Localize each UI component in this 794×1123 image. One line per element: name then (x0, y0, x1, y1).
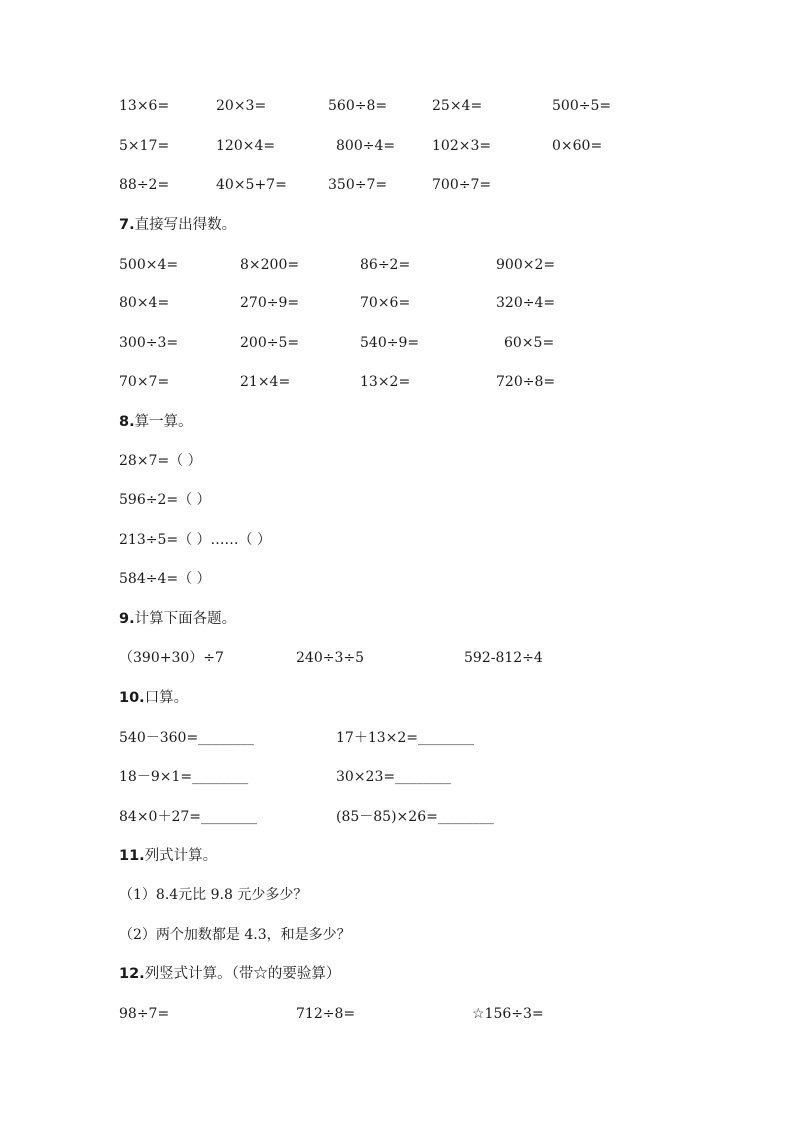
problem-s7-r1-1: 500×4= (119, 257, 179, 273)
section-12-heading: 12.列竖式计算。（带☆的要验算） (119, 966, 341, 982)
problem-s6-r2-4: 102×3= (432, 138, 492, 154)
problem-s10-r1-2: 17＋13×2=________ (336, 730, 474, 746)
problem-s10-r2-2: 30×23=________ (336, 769, 452, 785)
problem-s7-r2-1: 80×4= (119, 295, 170, 311)
problem-s7-r1-3: 86÷2= (360, 257, 411, 273)
problem-s7-r4-2: 21×4= (240, 374, 291, 390)
section-7-heading: 7.直接写出得数。 (119, 217, 237, 233)
section-10-heading: 10.口算。 (119, 690, 189, 706)
problem-s8-1: 28×7=（ ） (119, 453, 202, 469)
problem-s11-2: （2）两个加数都是 4.3，和是多少？ (119, 927, 351, 943)
problem-s7-r4-4: 720÷8= (496, 374, 556, 390)
problem-s9-3: 592-812÷4 (464, 650, 543, 666)
problem-s8-2: 596÷2=（ ） (119, 492, 211, 508)
section-9-heading: 9.计算下面各题。 (119, 611, 237, 627)
problem-s10-r3-2: (85－85)×26=________ (336, 809, 494, 825)
problem-s6-r2-2: 120×4= (216, 138, 276, 154)
problem-s10-r3-1: 84×0＋27=________ (119, 809, 257, 825)
problem-s12-3: ☆156÷3= (472, 1006, 544, 1022)
problem-s7-r3-4: 60×5= (504, 335, 555, 351)
problem-s7-r3-1: 300÷3= (119, 335, 179, 351)
problem-s9-2: 240÷3÷5 (296, 650, 364, 666)
problem-s6-r1-2: 20×3= (216, 98, 267, 114)
problem-s10-r1-1: 540－360=________ (119, 730, 255, 746)
problem-s7-r4-3: 13×2= (360, 374, 411, 390)
problem-s6-r2-3: 800÷4= (336, 138, 396, 154)
problem-s12-1: 98÷7= (119, 1006, 170, 1022)
problem-s6-r1-3: 560÷8= (328, 98, 388, 114)
problem-s10-r2-1: 18－9×1=________ (119, 769, 249, 785)
problem-s6-r1-5: 500÷5= (552, 98, 612, 114)
problem-s7-r1-4: 900×2= (496, 257, 556, 273)
problem-s6-r1-4: 25×4= (432, 98, 483, 114)
problem-s6-r3-1: 88÷2= (119, 177, 170, 193)
problem-s6-r2-5: 0×60= (552, 138, 603, 154)
problem-s7-r2-4: 320÷4= (496, 295, 556, 311)
problem-s7-r1-2: 8×200= (240, 257, 300, 273)
problem-s9-1: （390+30）÷7 (119, 650, 224, 666)
problem-s7-r2-3: 70×6= (360, 295, 411, 311)
problem-s6-r2-1: 5×17= (119, 138, 170, 154)
section-11-heading: 11.列式计算。 (119, 848, 218, 864)
problem-s7-r4-1: 70×7= (119, 374, 170, 390)
section-8-heading: 8.算一算。 (119, 414, 193, 430)
problem-s6-r3-4: 700÷7= (432, 177, 492, 193)
problem-s8-3: 213÷5=（ ）……（ ） (119, 532, 271, 548)
problem-s6-r3-3: 350÷7= (328, 177, 388, 193)
problem-s12-2: 712÷8= (296, 1006, 356, 1022)
problem-s7-r2-2: 270÷9= (240, 295, 300, 311)
problem-s11-1: （1）8.4元比 9.8 元少多少？ (119, 887, 308, 903)
problem-s8-4: 584÷4=（ ） (119, 571, 211, 587)
problem-s7-r3-3: 540÷9= (360, 335, 420, 351)
problem-s7-r3-2: 200÷5= (240, 335, 300, 351)
problem-s6-r1-1: 13×6= (119, 98, 170, 114)
problem-s6-r3-2: 40×5+7= (216, 177, 287, 193)
